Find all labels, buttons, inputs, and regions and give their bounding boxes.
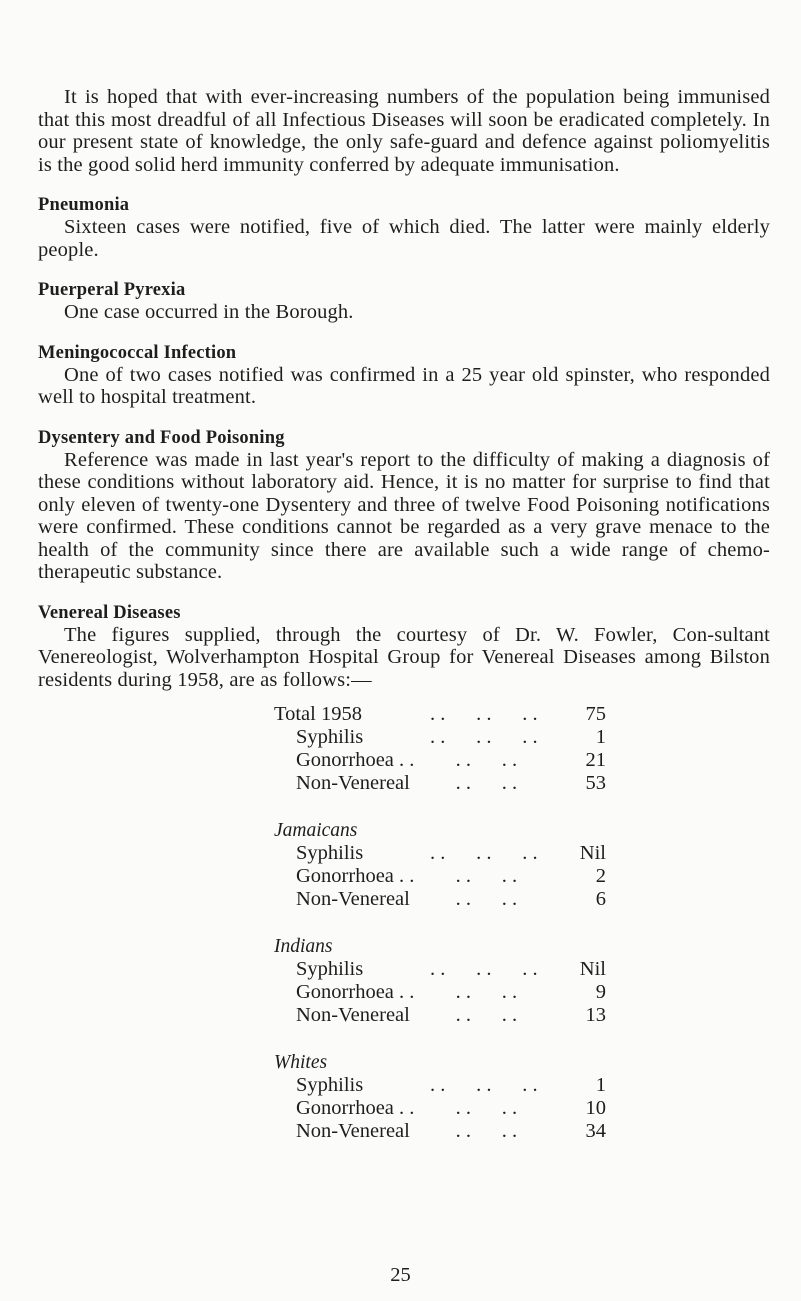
row-label: Non-Venereal — [296, 888, 410, 910]
puerperal-paragraph: One case occurred in the Borough. — [64, 301, 354, 323]
row-leader: . . . . — [430, 1120, 518, 1142]
row-label: Gonorrhoea . . — [296, 749, 415, 771]
row-value: 10 — [585, 1097, 606, 1119]
row-value: 9 — [595, 981, 606, 1003]
row-label: Syphilis — [296, 726, 364, 748]
page-number: 25 — [390, 1264, 411, 1286]
row-label: Syphilis — [296, 958, 364, 980]
table-row — [274, 1074, 634, 1097]
row-label: Non-Venereal — [296, 772, 410, 794]
table-row — [274, 1097, 634, 1120]
row-value: 13 — [585, 1004, 606, 1026]
row-value: 34 — [585, 1120, 606, 1142]
row-leader: . . . . . . — [430, 1074, 538, 1096]
table-row — [274, 981, 634, 1004]
document-page — [38, 86, 770, 1143]
row-leader: . . . . — [430, 772, 518, 794]
whites-group-title: Whites — [274, 1052, 328, 1073]
meningococcal-heading: Meningococcal Infection — [38, 342, 237, 363]
row-leader: . . . . — [430, 865, 518, 887]
row-leader: . . . . — [430, 981, 518, 1003]
row-leader: . . . . — [430, 749, 518, 771]
venereal-paragraph: The figures supplied, through the courtesy of Dr. W. Fowler, Con-sultant Venereologist, Wolverhampton Hospital Group for Venereal Diseases among Bilston residents during 1958, are as follows:— — [38, 623, 770, 691]
row-value: 6 — [595, 888, 606, 910]
jamaicans-group-title: Jamaicans — [274, 820, 358, 841]
row-label: Syphilis — [296, 1074, 364, 1096]
row-label: Non-Venereal — [296, 1120, 410, 1142]
dysentery-paragraph: Reference was made in last year's report to the difficulty of making a diagnosis of these conditions without laboratory aid. Hence, it is no matter for surprise to find that only eleven of twenty-one Dysentery and three of twelve Food Poisoning notifications were confirmed. These conditions cannot be regarded as a very grave menace to the health of the community since there are available such a wide range of chemo-therapeutic substance. — [38, 448, 770, 583]
indians-group-title: Indians — [274, 936, 333, 957]
venereal-heading: Venereal Diseases — [38, 602, 181, 623]
meningococcal-paragraph: One of two cases notified was confirmed in a 25 year old spinster, who responded well to hospital treatment. — [38, 363, 770, 408]
table-row — [274, 749, 634, 772]
row-leader: . . . . . . — [430, 842, 538, 864]
table-row — [274, 772, 634, 795]
row-value: 21 — [585, 749, 606, 771]
row-value: 75 — [585, 703, 606, 725]
table-row — [274, 888, 634, 911]
intro-paragraph: It is hoped that with ever-increasing numbers of the population being immunised that this most dreadful of all Infectious Diseases will soon be eradicated completely. In our present state of knowledge, the only safe-guard and defence against poliomyelitis is the good solid herd immunity conferred by adequate immunisation. — [38, 86, 770, 176]
row-leader: . . . . . . — [430, 703, 538, 725]
row-value: 53 — [585, 772, 606, 794]
table-row — [274, 958, 634, 981]
table-row — [274, 842, 634, 865]
row-value: Nil — [579, 958, 606, 980]
row-label: Gonorrhoea . . — [296, 981, 415, 1003]
row-value: Nil — [579, 842, 606, 864]
row-value: 1 — [595, 726, 606, 748]
row-label: Syphilis — [296, 842, 364, 864]
table-row — [274, 726, 634, 749]
puerperal-heading: Puerperal Pyrexia — [38, 280, 186, 300]
venereal-statistics-table — [274, 703, 634, 1143]
row-label: Gonorrhoea . . — [296, 1097, 415, 1119]
row-leader: . . . . . . — [430, 726, 538, 748]
dysentery-heading: Dysentery and Food Poisoning — [38, 427, 285, 448]
row-label: Total 1958 — [274, 703, 362, 725]
row-value: 2 — [595, 865, 606, 887]
table-row — [274, 1004, 634, 1027]
row-leader: . . . . — [430, 888, 518, 910]
row-label: Gonorrhoea . . — [296, 865, 415, 887]
row-label: Non-Venereal — [296, 1004, 410, 1026]
table-row — [274, 703, 634, 726]
row-leader: . . . . — [430, 1097, 518, 1119]
pneumonia-paragraph: Sixteen cases were notified, five of which died. The latter were mainly elderly people. — [38, 216, 770, 261]
row-leader: . . . . — [430, 1004, 518, 1026]
pneumonia-heading: Pneumonia — [38, 195, 130, 215]
table-row — [274, 1120, 634, 1143]
row-value: 1 — [595, 1074, 606, 1096]
row-leader: . . . . . . — [430, 958, 538, 980]
table-row — [274, 865, 634, 888]
